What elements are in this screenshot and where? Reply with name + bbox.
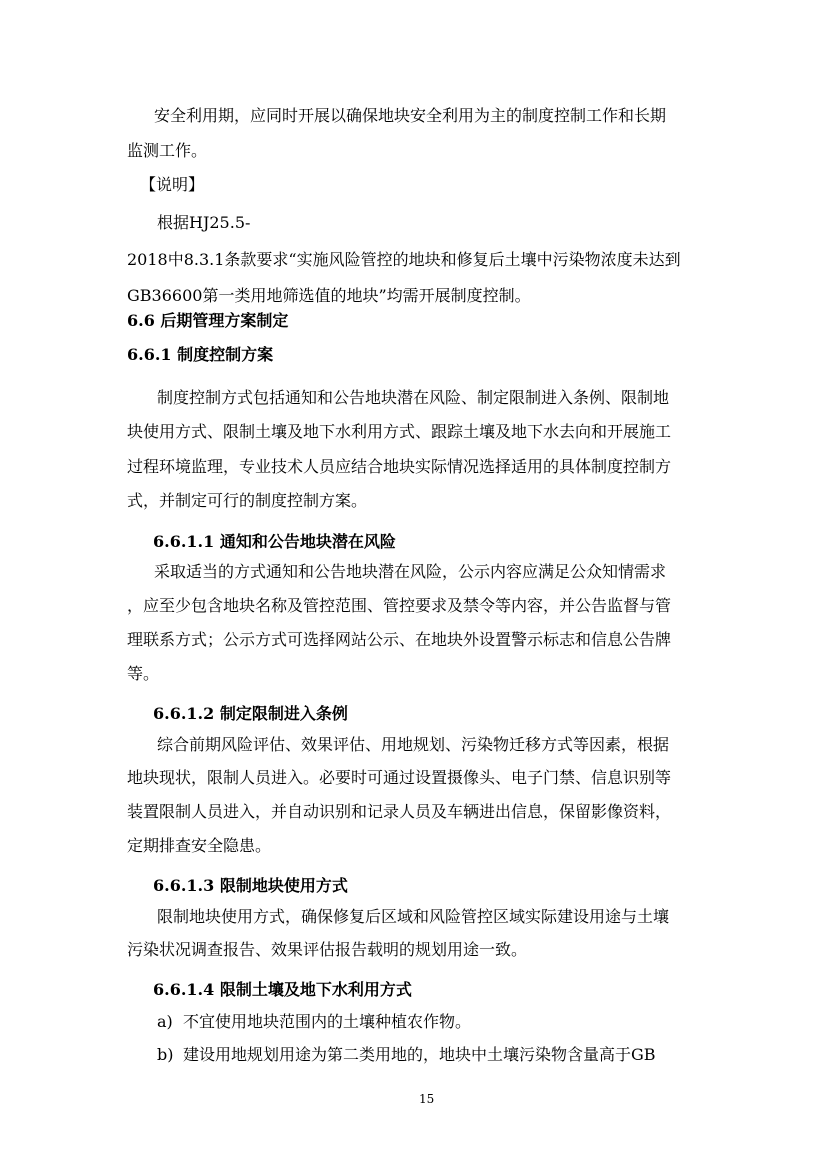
list-marker: b) [157,1045,174,1064]
subsubsection-heading: 6.6.1.3 限制地块使用方式 [153,876,348,895]
body-text-line: 过程环境监理，专业技术人员应结合地块实际情况选择适用的具体制度控制方 [127,457,672,476]
body-text-line: 式，并制定可行的制度控制方案。 [127,491,368,510]
body-text-line: ，应至少包含地块名称及管控范围、管控要求及禁令等内容，并公告监督与管 [127,596,672,615]
page-number: 15 [419,1092,435,1106]
body-text-line: 监测工作。 [127,141,208,160]
body-text-line: 综合前期风险评估、效果评估、用地规划、污染物迁移方式等因素，根据 [157,735,670,754]
body-text-line: 污染状况调查报告、效果评估报告载明的规划用途一致。 [127,940,528,959]
body-text-line: 理联系方式；公示方式可选择网站公示、在地块外设置警示标志和信息公告牌 [127,630,672,649]
subsubsection-heading: 6.6.1.4 限制土壤及地下水利用方式 [153,980,412,999]
list-item-text: 建设用地规划用途为第二类用地的，地块中土壤污染物含量高于GB [183,1045,656,1064]
list-item-text: 不宜使用地块范围内的土壤种植农作物。 [183,1012,472,1031]
subsubsection-heading: 6.6.1.2 制定限制进入条例 [153,704,348,723]
note-line: 根据HJ25.5- [157,213,251,232]
list-item [157,1045,656,1065]
body-text-line: 块使用方式、限制土壤及地下水利用方式、跟踪土壤及地下水去向和开展施工 [127,422,672,441]
note-line: GB36600第一类用地筛选值的地块”均需开展制度控制。 [127,286,531,305]
list-item [157,1012,471,1032]
body-text-line: 采取适当的方式通知和公告地块潜在风险，公示内容应满足公众知情需求 [154,562,667,581]
note-line: 2018中8.3.1条款要求“实施风险管控的地块和修复后土壤中污染物浓度未达到 [127,250,681,269]
subsubsection-heading: 6.6.1.1 通知和公告地块潜在风险 [153,532,396,551]
body-text-line: 制度控制方式包括通知和公告地块潜在风险、制定限制进入条例、限制地 [157,388,670,407]
body-text-line: 安全利用期，应同时开展以确保地块安全利用为主的制度控制工作和长期 [154,106,667,125]
body-text-line: 地块现状，限制人员进入。必要时可通过设置摄像头、电子门禁、信息识别等 [127,768,672,787]
body-text-line: 定期排查安全隐患。 [127,836,272,855]
body-text-line: 等。 [127,664,160,683]
body-text-line: 装置限制人员进入，并自动识别和记录人员及车辆进出信息，保留影像资料， [127,802,672,821]
list-marker: a) [157,1012,173,1031]
subsection-heading: 6.6.1 制度控制方案 [127,345,274,364]
body-text-line: 限制地块使用方式，确保修复后区域和风险管控区域实际建设用途与土壤 [157,907,670,926]
note-heading: 【说明】 [140,175,205,194]
section-heading: 6.6 后期管理方案制定 [127,311,289,330]
